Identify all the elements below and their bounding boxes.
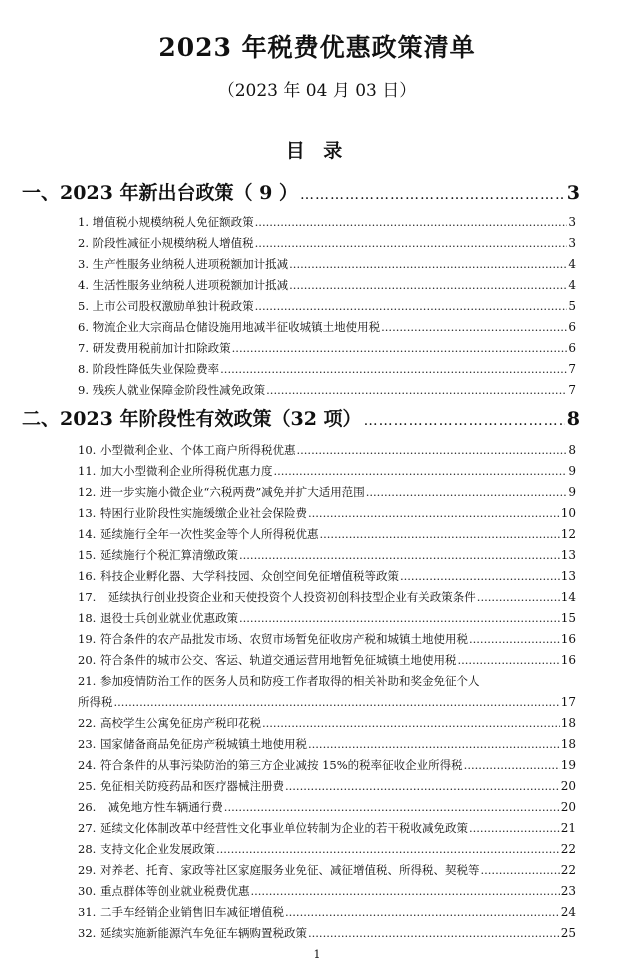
dot-leader bbox=[255, 233, 568, 254]
toc-entry[interactable] bbox=[78, 296, 576, 317]
entry-label: 32. 延续实施新能源汽车免征车辆购置税政策 bbox=[78, 926, 307, 940]
toc-entry[interactable] bbox=[78, 671, 576, 713]
dot-leader bbox=[273, 461, 567, 482]
dot-leader bbox=[381, 317, 567, 338]
dot-leader bbox=[296, 440, 567, 461]
dot-leader bbox=[285, 776, 560, 797]
entry-page: 19 bbox=[560, 758, 576, 772]
section-title: 二、2023 年阶段性有效政策（32 项） bbox=[22, 408, 362, 430]
entry-label: 10. 小型微利企业、个体工商户所得税优惠 bbox=[78, 443, 296, 457]
entry-page: 3 bbox=[568, 215, 576, 229]
entry-page: 5 bbox=[568, 299, 576, 313]
entry-page: 13 bbox=[560, 548, 576, 562]
dot-leader bbox=[308, 503, 560, 524]
entry-label: 22. 高校学生公寓免征房产税印花税 bbox=[78, 716, 261, 730]
entry-label: 12. 进一步实施小微企业“六税两费”减免并扩大适用范围 bbox=[78, 485, 365, 499]
dot-leader bbox=[262, 713, 560, 734]
entry-page: 12 bbox=[560, 527, 576, 541]
toc-entry[interactable] bbox=[78, 440, 576, 461]
entry-label: 9. 残疾人就业保障金阶段性减免政策 bbox=[78, 383, 266, 397]
toc-entry[interactable] bbox=[78, 608, 576, 629]
section-title: 一、2023 年新出台政策（ 9 ） bbox=[22, 182, 298, 204]
toc-entry[interactable] bbox=[78, 923, 576, 944]
dot-leader bbox=[220, 359, 567, 380]
entry-page: 16 bbox=[560, 632, 576, 646]
entry-label: 3. 生产性服务业纳税人进项税额加计抵减 bbox=[78, 257, 289, 271]
toc-entry[interactable] bbox=[78, 254, 576, 275]
entry-page: 7 bbox=[568, 383, 576, 397]
dot-leader bbox=[319, 524, 559, 545]
entry-label: 23. 国家储备商品免征房产税城镇土地使用税 bbox=[78, 737, 307, 751]
entry-page: 13 bbox=[560, 569, 576, 583]
dot-leader bbox=[289, 254, 567, 275]
toc-entry[interactable] bbox=[78, 797, 576, 818]
dot-leader bbox=[364, 413, 565, 429]
dot-leader bbox=[469, 629, 560, 650]
page-number: 1 bbox=[313, 948, 321, 961]
toc-entry[interactable] bbox=[78, 545, 576, 566]
dot-leader bbox=[308, 734, 560, 755]
toc-section-1[interactable] bbox=[22, 178, 580, 205]
entry-label: 1. 增值税小规模纳税人免征额政策 bbox=[78, 215, 254, 229]
toc-entry[interactable] bbox=[78, 482, 576, 503]
dot-leader bbox=[114, 692, 560, 713]
entry-page: 21 bbox=[560, 821, 576, 835]
toc-entry[interactable] bbox=[78, 461, 576, 482]
entry-label: 20. 符合条件的城市公交、客运、轨道交通运营用地暂免征城镇土地使用税 bbox=[78, 653, 457, 667]
dot-leader bbox=[216, 839, 560, 860]
entry-page: 23 bbox=[560, 884, 576, 898]
entry-page: 17 bbox=[560, 695, 576, 709]
entry-label: 14. 延续施行全年一次性奖金等个人所得税优惠 bbox=[78, 527, 319, 541]
entry-label: 31. 二手车经销企业销售旧车减征增值税 bbox=[78, 905, 284, 919]
dot-leader bbox=[224, 797, 560, 818]
entry-label: 29. 对养老、托育、家政等社区家庭服务业免征、减征增值税、所得税、契税等 bbox=[78, 863, 480, 877]
dot-leader bbox=[366, 482, 568, 503]
entry-label: 7. 研发费用税前加计扣除政策 bbox=[78, 341, 231, 355]
entry-label: 19. 符合条件的农产品批发市场、农贸市场暂免征收房产税和城镇土地使用税 bbox=[78, 632, 468, 646]
entry-page: 15 bbox=[560, 611, 576, 625]
toc-entry[interactable] bbox=[78, 359, 576, 380]
entry-page: 8 bbox=[568, 443, 576, 457]
dot-leader bbox=[255, 212, 568, 233]
toc-entry[interactable] bbox=[78, 629, 576, 650]
toc-list-section-1 bbox=[78, 212, 576, 401]
document-title: 2023 年税费优惠政策清单 bbox=[158, 33, 476, 62]
entry-page: 22 bbox=[560, 863, 576, 877]
entry-label: 18. 退役士兵创业就业优惠政策 bbox=[78, 611, 238, 625]
entry-label: 24. 符合条件的从事污染防治的第三方企业减按 15%的税率征收企业所得税 bbox=[78, 758, 463, 772]
dot-leader bbox=[464, 755, 560, 776]
entry-page: 18 bbox=[560, 737, 576, 751]
section-page: 8 bbox=[566, 408, 580, 430]
entry-label: 15. 延续施行个税汇算清缴政策 bbox=[78, 548, 238, 562]
entry-page: 6 bbox=[568, 320, 576, 334]
entry-label: 27. 延续文化体制改革中经营性文化事业单位转制为企业的若干税收减免政策 bbox=[78, 821, 468, 835]
toc-entry[interactable] bbox=[78, 839, 576, 860]
entry-page: 6 bbox=[568, 341, 576, 355]
toc-entry[interactable] bbox=[78, 650, 576, 671]
toc-list-section-2 bbox=[78, 440, 576, 944]
entry-label: 16. 科技企业孵化器、大学科技园、众创空间免征增值税等政策 bbox=[78, 569, 399, 583]
toc-entry[interactable] bbox=[78, 317, 576, 338]
dot-leader bbox=[232, 338, 568, 359]
dot-leader bbox=[469, 818, 560, 839]
dot-leader bbox=[266, 380, 567, 401]
toc-entry[interactable] bbox=[78, 713, 576, 734]
toc-entry[interactable] bbox=[78, 776, 576, 797]
dot-leader bbox=[250, 881, 559, 902]
section-page: 3 bbox=[566, 182, 580, 204]
toc-entry[interactable] bbox=[78, 734, 576, 755]
entry-page: 20 bbox=[560, 800, 576, 814]
entry-page: 3 bbox=[568, 236, 576, 250]
entry-label: 8. 阶段性降低失业保险费率 bbox=[78, 362, 220, 376]
entry-label-continued: 所得税 bbox=[78, 695, 113, 709]
entry-label: 28. 支持文化企业发展政策 bbox=[78, 842, 215, 856]
toc-entry[interactable] bbox=[78, 380, 576, 401]
entry-label: 26. 减免地方性车辆通行费 bbox=[78, 800, 223, 814]
entry-page: 4 bbox=[568, 278, 576, 292]
entry-page: 22 bbox=[560, 842, 576, 856]
dot-leader bbox=[400, 566, 560, 587]
entry-page: 16 bbox=[560, 653, 576, 667]
dot-leader bbox=[477, 587, 560, 608]
entry-page: 20 bbox=[560, 779, 576, 793]
toc-entry[interactable] bbox=[78, 587, 576, 608]
entry-page: 9 bbox=[568, 464, 576, 478]
dot-leader bbox=[300, 187, 565, 203]
entry-label: 6. 物流企业大宗商品仓储设施用地减半征收城镇土地使用税 bbox=[78, 320, 381, 334]
entry-page: 14 bbox=[560, 590, 576, 604]
dot-leader bbox=[289, 275, 567, 296]
entry-label: 25. 免征相关防疫药品和医疗器械注册费 bbox=[78, 779, 284, 793]
toc-entry[interactable] bbox=[78, 902, 576, 923]
entry-label: 17. 延续执行创业投资企业和天使投资个人投资初创科技型企业有关政策条件 bbox=[78, 590, 476, 604]
document-date: （2023 年 04 月 03 日） bbox=[217, 81, 417, 101]
toc-entry[interactable] bbox=[78, 524, 576, 545]
entry-label: 2. 阶段性减征小规模纳税人增值税 bbox=[78, 236, 254, 250]
toc-entry[interactable] bbox=[78, 233, 576, 254]
entry-label: 13. 特困行业阶段性实施缓缴企业社会保险费 bbox=[78, 506, 307, 520]
entry-page: 10 bbox=[560, 506, 576, 520]
toc-entry[interactable] bbox=[78, 818, 576, 839]
dot-leader bbox=[255, 296, 568, 317]
entry-page: 25 bbox=[560, 926, 576, 940]
entry-label: 21. 参加疫情防治工作的医务人员和防疫工作者取得的相关补助和奖金免征个人 bbox=[78, 674, 480, 688]
entry-label: 11. 加大小型微利企业所得税优惠力度 bbox=[78, 464, 273, 478]
entry-label-continued-row bbox=[78, 692, 576, 713]
toc-section-2[interactable] bbox=[22, 404, 580, 431]
entry-page: 9 bbox=[568, 485, 576, 499]
toc-heading: 目 录 bbox=[285, 140, 349, 162]
dot-leader bbox=[457, 650, 559, 671]
entry-label: 30. 重点群体等创业就业税费优惠 bbox=[78, 884, 250, 898]
dot-leader bbox=[480, 860, 559, 881]
entry-label: 5. 上市公司股权激励单独计税政策 bbox=[78, 299, 254, 313]
entry-page: 7 bbox=[568, 362, 576, 376]
toc-entry[interactable] bbox=[78, 503, 576, 524]
toc-entry[interactable] bbox=[78, 755, 576, 776]
dot-leader bbox=[285, 902, 560, 923]
entry-page: 24 bbox=[560, 905, 576, 919]
toc-entry[interactable] bbox=[78, 881, 576, 902]
toc-entry[interactable] bbox=[78, 860, 576, 881]
dot-leader bbox=[308, 923, 560, 944]
entry-page: 4 bbox=[568, 257, 576, 271]
toc-entry[interactable] bbox=[78, 212, 576, 233]
entry-label: 4. 生活性服务业纳税人进项税额加计抵减 bbox=[78, 278, 289, 292]
toc-entry[interactable] bbox=[78, 275, 576, 296]
toc-entry[interactable] bbox=[78, 566, 576, 587]
entry-page: 18 bbox=[560, 716, 576, 730]
dot-leader bbox=[239, 608, 560, 629]
toc-entry[interactable] bbox=[78, 338, 576, 359]
dot-leader bbox=[239, 545, 560, 566]
